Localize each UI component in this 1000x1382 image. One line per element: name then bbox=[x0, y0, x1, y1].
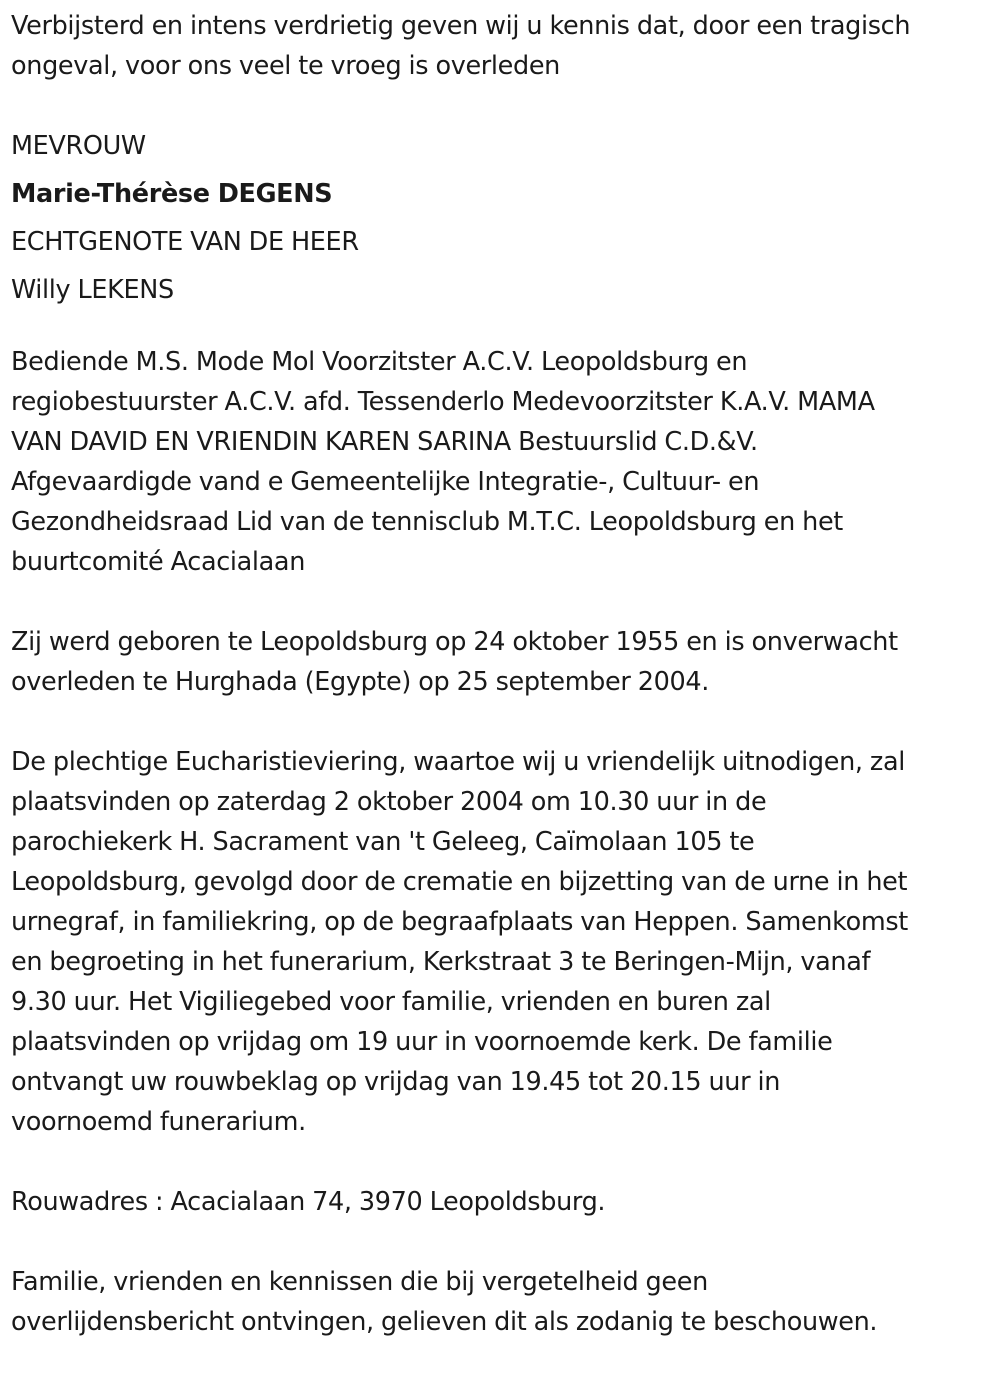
intro-line: ongeval, voor ons veel te vroeg is overleden bbox=[11, 51, 560, 81]
birth-death-line: overleden te Hurghada (Egypte) op 25 september 2004. bbox=[11, 667, 710, 697]
ceremony-paragraph bbox=[11, 742, 991, 1142]
functions-paragraph bbox=[11, 342, 991, 582]
ceremony-line: Leopoldsburg, gevolgd door de crematie en bijzetting van de urne in het bbox=[11, 867, 908, 897]
address-line: Rouwadres : Acacialaan 74, 3970 Leopoldsburg. bbox=[11, 1187, 606, 1217]
obituary-document bbox=[11, 6, 991, 1382]
spouse-name: Willy LEKENS bbox=[11, 275, 174, 305]
ceremony-line: De plechtige Eucharistieviering, waartoe wij u vriendelijk uitnodigen, zal bbox=[11, 747, 905, 777]
deceased-relation: ECHTGENOTE VAN DE HEER bbox=[11, 227, 359, 257]
functions-line: Bediende M.S. Mode Mol Voorzitster A.C.V. Leopoldsburg en bbox=[11, 347, 748, 377]
ceremony-line: urnegraf, in familiekring, op de begraafplaats van Heppen. Samenkomst bbox=[11, 907, 908, 937]
intro-paragraph bbox=[11, 6, 991, 86]
ceremony-line: ontvangt uw rouwbeklag op vrijdag van 19.45 tot 20.15 uur in bbox=[11, 1067, 781, 1097]
ceremony-line: 9.30 uur. Het Vigiliegebed voor familie, vrienden en buren zal bbox=[11, 987, 771, 1017]
ceremony-line: parochiekerk H. Sacrament van 't Geleeg, Caïmolaan 105 te bbox=[11, 827, 755, 857]
closing-line: Familie, vrienden en kennissen die bij vergetelheid geen bbox=[11, 1267, 708, 1297]
intro-line: Verbijsterd en intens verdrietig geven wij u kennis dat, door een tragisch bbox=[11, 11, 911, 41]
functions-line: Gezondheidsraad Lid van de tennisclub M.T.C. Leopoldsburg en het bbox=[11, 507, 843, 537]
deceased-block bbox=[11, 126, 991, 310]
functions-line: VAN DAVID EN VRIENDIN KAREN SARINA Bestuurslid C.D.&V. bbox=[11, 427, 758, 457]
ceremony-line: en begroeting in het funerarium, Kerkstraat 3 te Beringen-Mijn, vanaf bbox=[11, 947, 871, 977]
deceased-title: MEVROUW bbox=[11, 131, 146, 161]
ceremony-line: plaatsvinden op vrijdag om 19 uur in voornoemde kerk. De familie bbox=[11, 1027, 833, 1057]
closing-line: overlijdensbericht ontvingen, gelieven dit als zodanig te beschouwen. bbox=[11, 1307, 878, 1337]
functions-line: Afgevaardigde vand e Gemeentelijke Integratie-, Cultuur- en bbox=[11, 467, 760, 497]
address-paragraph bbox=[11, 1182, 991, 1222]
birth-death-line: Zij werd geboren te Leopoldsburg op 24 oktober 1955 en is onverwacht bbox=[11, 627, 898, 657]
closing-paragraph bbox=[11, 1262, 991, 1342]
functions-line: regiobestuurster A.C.V. afd. Tessenderlo Medevoorzitster K.A.V. MAMA bbox=[11, 387, 875, 417]
birth-death-paragraph bbox=[11, 622, 991, 702]
ceremony-line: voornoemd funerarium. bbox=[11, 1107, 306, 1137]
functions-line: buurtcomité Acacialaan bbox=[11, 547, 306, 577]
ceremony-line: plaatsvinden op zaterdag 2 oktober 2004 om 10.30 uur in de bbox=[11, 787, 767, 817]
deceased-name: Marie-Thérèse DEGENS bbox=[11, 179, 333, 209]
